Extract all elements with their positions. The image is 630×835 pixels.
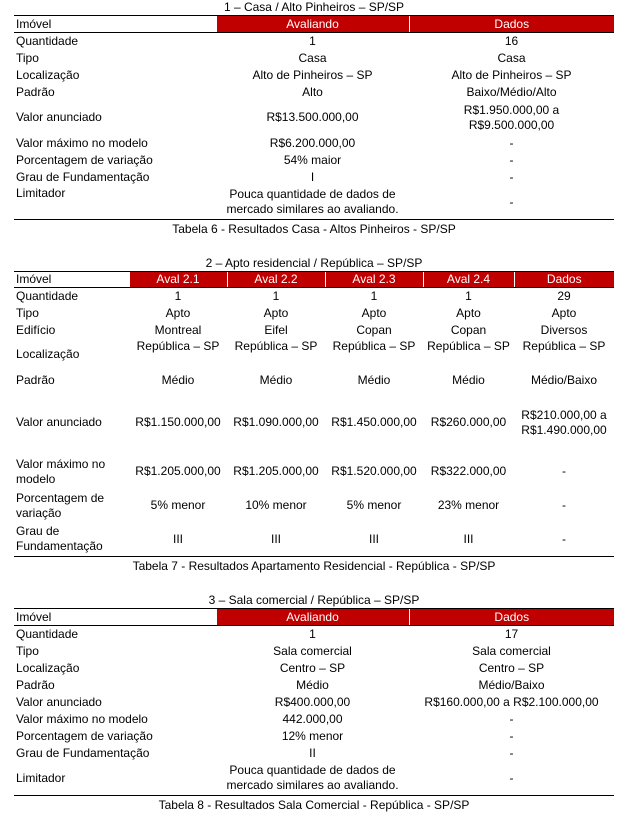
row-label: Grau de Fundamentação	[16, 745, 150, 760]
cell: R$1.205.000,00	[135, 464, 221, 478]
header-dados: Dados	[409, 609, 614, 626]
cell: Apto	[263, 305, 289, 320]
table-row	[14, 67, 614, 84]
cell: Pouca quantidade de dados de mercado similares ao avaliando.	[216, 186, 409, 220]
header-aval-2-2: Aval 2.2	[227, 272, 325, 288]
row-label: Padrão	[16, 373, 55, 387]
row-label: Edifício	[16, 322, 56, 337]
cell: R$400.000,00	[274, 694, 351, 709]
table-row	[14, 643, 614, 660]
cell: R$1.520.000,00	[331, 464, 417, 478]
row-label: Quantidade	[16, 33, 79, 48]
table-title: 1 – Casa / Alto Pinheiros – SP/SP	[223, 0, 405, 14]
cell: Apto	[456, 305, 481, 320]
table-row	[14, 135, 614, 152]
cell: -	[562, 464, 566, 478]
cell: Sala comercial	[273, 643, 352, 658]
cell: Sala comercial	[472, 643, 551, 658]
cell: R$1.150.000,00	[135, 415, 221, 429]
table-row	[14, 523, 614, 557]
table-row	[14, 33, 614, 50]
header-aval-2-4: Aval 2.4	[423, 272, 514, 288]
cell: República – SP	[234, 338, 318, 353]
row-label: Valor máximo no modelo	[16, 135, 148, 150]
cell: -	[409, 186, 614, 220]
table-casa	[14, 0, 614, 220]
cell: 442.000,00	[282, 711, 343, 726]
row-label: Localização	[16, 67, 80, 82]
cell: -	[509, 135, 514, 150]
table-row	[14, 728, 614, 745]
cell: R$260.000,00	[430, 415, 507, 429]
cell: 17	[504, 626, 519, 641]
row-label: Limitador	[14, 762, 216, 796]
row-label: Padrão	[16, 84, 55, 99]
header-imovel: Imóvel	[14, 609, 216, 626]
header-aval-2-3: Aval 2.3	[325, 272, 423, 288]
cell: R$6.200.000,00	[269, 135, 356, 150]
cell: Médio/Baixo	[478, 677, 545, 692]
cell: III	[129, 523, 227, 557]
cell: -	[562, 498, 566, 512]
row-label: Tipo	[16, 305, 39, 320]
table-apto-block	[14, 256, 614, 574]
row-label: Quantidade	[16, 288, 79, 303]
table-row	[14, 626, 614, 643]
row-label: Limitador	[14, 186, 216, 220]
row-label: Grau de Fundamentação	[14, 523, 129, 557]
cell: 12% menor	[281, 728, 344, 743]
row-label: Valor anunciado	[16, 110, 102, 124]
cell: R$210.000,00 a R$1.490.000,00	[521, 407, 607, 437]
cell: R$13.500.000,00	[266, 110, 359, 124]
table-row	[14, 186, 614, 220]
table-apto	[14, 256, 614, 557]
table-row	[14, 50, 614, 67]
table-row	[14, 660, 614, 677]
table-row	[14, 305, 614, 322]
header-dados: Dados	[409, 16, 614, 33]
cell: Centro – SP	[478, 660, 545, 675]
cell: Casa	[298, 50, 327, 65]
cell: Alto	[302, 84, 323, 99]
cell: -	[409, 762, 614, 796]
cell: Médio	[161, 373, 195, 387]
cell: Casa	[497, 50, 526, 65]
cell: R$322.000,00	[430, 464, 507, 478]
cell: -	[509, 152, 514, 167]
header-avaliando: Avaliando	[216, 609, 409, 626]
cell: III	[423, 523, 514, 557]
row-label: Porcentagem de variação	[16, 490, 105, 520]
cell: 1	[309, 626, 316, 641]
row-label: Quantidade	[16, 626, 79, 641]
table-row	[14, 762, 614, 796]
cell: 1	[465, 288, 472, 303]
row-label: Valor anunciado	[16, 694, 102, 709]
table-row	[14, 339, 614, 371]
cell: -	[509, 745, 514, 760]
table-row	[14, 152, 614, 169]
cell: R$1.950.000,00 a R$9.500.000,00	[463, 102, 560, 132]
cell: -	[509, 169, 514, 184]
cell: R$1.450.000,00	[331, 415, 417, 429]
cell: 54% maior	[283, 152, 342, 167]
table-title: 3 – Sala comercial / República – SP/SP	[208, 593, 420, 607]
cell: Médio/Baixo	[530, 373, 598, 387]
cell: Alto de Pinheiros – SP	[252, 67, 373, 82]
cell: 23% menor	[437, 498, 500, 512]
table-row	[14, 101, 614, 135]
header-dados: Dados	[514, 272, 614, 288]
cell: I	[310, 169, 315, 184]
table-row	[14, 84, 614, 101]
cell: Médio	[259, 373, 293, 387]
cell: -	[509, 711, 514, 726]
table-caption: Tabela 8 - Resultados Sala Comercial - República - SP/SP	[158, 798, 470, 812]
cell: 1	[309, 33, 316, 48]
cell: República – SP	[522, 338, 606, 353]
cell: Copan	[450, 322, 487, 337]
cell: Pouca quantidade de dados de mercado similares ao avaliando.	[216, 762, 409, 796]
cell: Diversos	[540, 322, 588, 337]
table-caption: Tabela 7 - Resultados Apartamento Residencial - República - SP/SP	[132, 559, 496, 573]
table-sala	[14, 593, 614, 796]
row-label: Valor máximo no modelo	[16, 456, 106, 486]
cell: República – SP	[427, 338, 510, 353]
cell: II	[309, 745, 316, 760]
table-row	[14, 288, 614, 305]
row-label: Localização	[16, 347, 80, 361]
row-label: Tipo	[16, 50, 39, 65]
row-label: Valor máximo no modelo	[16, 711, 148, 726]
table-title: 2 – Apto residencial / República – SP/SP	[205, 256, 423, 270]
cell: 1	[174, 288, 182, 303]
row-label: Porcentagem de variação	[16, 152, 153, 167]
table-row	[14, 169, 614, 186]
cell: R$160.000,00 a R$2.100.000,00	[424, 694, 599, 709]
cell: III	[325, 523, 423, 557]
row-label: Grau de Fundamentação	[16, 169, 150, 184]
cell: 1	[370, 288, 378, 303]
table-row	[14, 371, 614, 391]
cell: Copan	[356, 322, 392, 337]
table-row	[14, 711, 614, 728]
header-imovel: Imóvel	[14, 16, 216, 33]
cell: Eifel	[264, 322, 288, 337]
table-row	[14, 745, 614, 762]
cell: Médio	[296, 677, 329, 692]
cell: Centro – SP	[279, 660, 346, 675]
cell: República – SP	[136, 338, 220, 353]
cell: -	[509, 728, 514, 743]
cell: 1	[272, 288, 280, 303]
row-label: Valor anunciado	[16, 415, 102, 429]
cell: 5% menor	[346, 498, 402, 512]
cell: 29	[557, 288, 571, 303]
cell: 5% menor	[150, 498, 206, 512]
table-row	[14, 391, 614, 455]
row-label: Padrão	[16, 677, 55, 692]
cell: III	[227, 523, 325, 557]
cell: Médio	[452, 373, 485, 387]
cell: Apto	[551, 305, 577, 320]
header-imovel: Imóvel	[14, 272, 129, 288]
cell: Alto de Pinheiros – SP	[451, 67, 572, 82]
cell: 16	[504, 33, 519, 48]
header-aval-2-1: Aval 2.1	[129, 272, 227, 288]
table-row	[14, 677, 614, 694]
row-label: Porcentagem de variação	[16, 728, 153, 743]
table-caption: Tabela 6 - Resultados Casa - Altos Pinheiros - SP/SP	[172, 222, 456, 236]
table-sala-block	[14, 593, 614, 813]
cell: Baixo/Médio/Alto	[466, 84, 557, 99]
table-row	[14, 489, 614, 523]
cell: República – SP	[332, 338, 416, 353]
header-avaliando: Avaliando	[216, 16, 409, 33]
cell: Apto	[165, 305, 191, 320]
table-row	[14, 455, 614, 489]
cell: 10% menor	[245, 498, 307, 512]
cell: Montreal	[154, 322, 202, 337]
cell: -	[514, 523, 614, 557]
row-label: Localização	[16, 660, 80, 675]
cell: Médio	[357, 373, 391, 387]
table-row	[14, 322, 614, 339]
table-casa-block	[14, 0, 614, 237]
cell: R$1.205.000,00	[233, 464, 319, 478]
row-label: Tipo	[16, 643, 39, 658]
table-row	[14, 694, 614, 711]
cell: Apto	[361, 305, 387, 320]
cell: R$1.090.000,00	[233, 415, 319, 429]
